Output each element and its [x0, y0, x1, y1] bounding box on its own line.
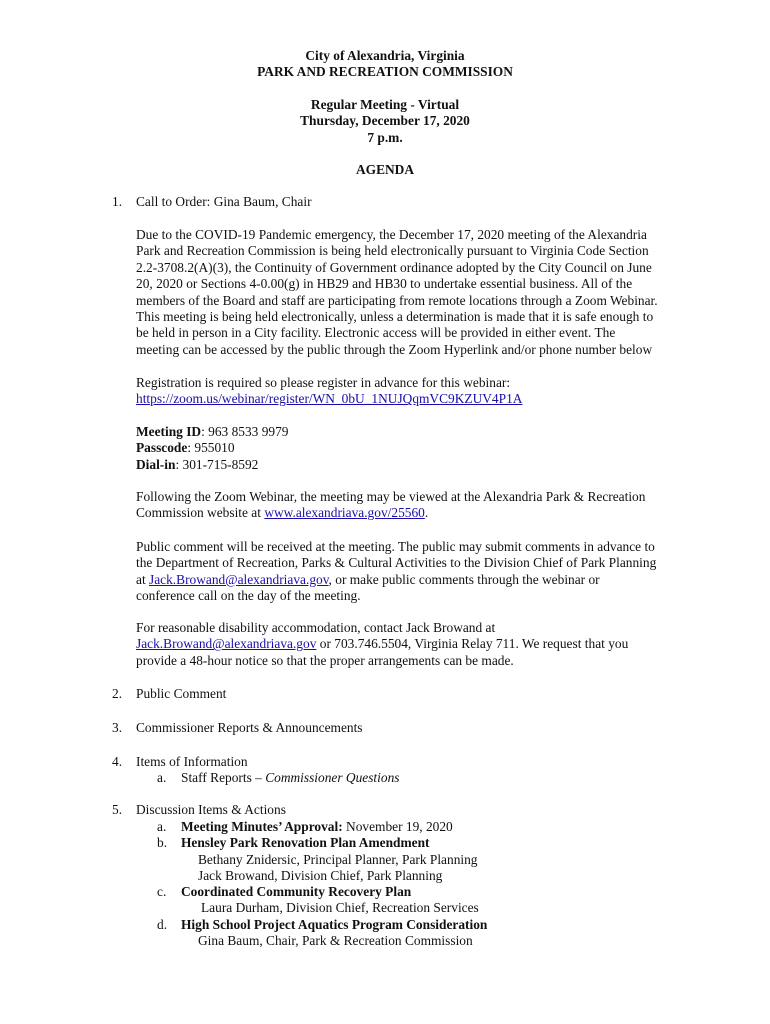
- disability-line: For reasonable disability accommodation, contact Jack Browand at: [136, 620, 496, 635]
- agenda-heading: AGENDA: [355, 161, 415, 177]
- public-line: conference call on the day of the meeting.: [136, 588, 361, 604]
- city-title: City of Alexandria, Virginia: [305, 48, 465, 63]
- sub-italic: Commissioner Questions: [265, 770, 400, 785]
- item-title: Discussion Items & Actions: [136, 802, 286, 817]
- sub-letter: a.: [157, 770, 167, 785]
- disability-paragraph: [136, 620, 692, 669]
- item-5c: [157, 884, 411, 900]
- sub-bold: Coordinated Community Recovery Plan: [181, 884, 412, 899]
- meeting-time: 7 p.m.: [367, 129, 403, 145]
- email-link[interactable]: Jack.Browand@alexandriava.gov: [149, 571, 329, 587]
- item-number: 3.: [112, 720, 123, 735]
- following-line: [136, 505, 692, 521]
- disability-email-link[interactable]: Jack.Browand@alexandriava.gov: [136, 636, 317, 652]
- item-number: 2.: [112, 686, 123, 701]
- zoom-registration-link[interactable]: https://zoom.us/webinar/register/WN_0bU_1NUJQqmVC9KZUV4P1A: [136, 391, 523, 407]
- public-text: , or make public comments through the webinar or: [328, 571, 600, 587]
- covid-line: Park and Recreation Commission is being held electronically pursuant to Virginia Code Section: [136, 243, 649, 259]
- covid-line: Due to the COVID-19 Pandemic emergency, the December 17, 2020 meeting of the Alexandria: [136, 227, 647, 242]
- covid-notice-paragraph: [136, 227, 692, 358]
- meeting-id-line: [136, 424, 692, 440]
- document-header: [0, 48, 770, 178]
- item-number: 5.: [112, 802, 123, 817]
- presenter-line: Jack Browand, Division Chief, Park Planning: [198, 868, 443, 883]
- item-title: Items of Information: [136, 754, 248, 769]
- covid-line: 2.2-3708.2(A)(3), the Continuity of Government ordinance adopted by the City Council on June: [136, 259, 652, 275]
- disability-line: [136, 636, 692, 652]
- presenter-line: Bethany Znidersic, Principal Planner, Park Planning: [198, 852, 478, 867]
- commission-website-link[interactable]: www.alexandriava.gov/25560: [264, 505, 425, 521]
- webinar-viewing-paragraph: [136, 489, 692, 522]
- item-5a: [157, 819, 453, 835]
- public-line: the Department of Recreation, Parks & Cultural Activities to the Division Chief of Park Planning: [136, 555, 657, 571]
- meeting-id-value: : 963 8533 9979: [201, 424, 289, 439]
- item-5d: [157, 917, 487, 933]
- presenter-line: Gina Baum, Chair, Park & Recreation Commission: [198, 933, 473, 948]
- item-title: Public Comment: [136, 686, 227, 701]
- dialin-line: [136, 457, 692, 473]
- passcode-value: : 955010: [187, 440, 235, 456]
- item-title: Commissioner Reports & Announcements: [136, 720, 363, 735]
- passcode-label: Passcode: [136, 440, 188, 456]
- sub-letter: a.: [157, 819, 167, 834]
- sub-bold: Hensley Park Renovation Plan Amendment: [181, 835, 430, 850]
- sub-text: Staff Reports –: [181, 770, 266, 785]
- covid-line: be held in person in a City facility. Electronic access will be provided in either event. The: [136, 325, 616, 341]
- sub-letter: c.: [157, 884, 167, 899]
- following-text: Commission website at: [136, 505, 265, 521]
- sub-letter: b.: [157, 835, 168, 850]
- covid-line: This meeting is being held electronically, unless a determination is made that it is safe enough to: [136, 309, 654, 325]
- disability-line: provide a 48-hour notice so that the proper arrangements can be made.: [136, 652, 514, 668]
- sub-letter: d.: [157, 917, 168, 932]
- meeting-type: Regular Meeting - Virtual: [310, 96, 460, 112]
- item-4a: [157, 770, 399, 786]
- sub-bold: Meeting Minutes’ Approval:: [181, 819, 343, 834]
- covid-line: members of the Board and staff are participating from remote locations through a Zoom Webinar.: [136, 292, 658, 308]
- dialin-value: : 301-715-8592: [175, 456, 259, 472]
- registration-paragraph: [136, 375, 692, 408]
- sub-bold: High School Project Aquatics Program Consideration: [181, 917, 488, 932]
- public-text: at: [136, 571, 150, 587]
- passcode-line: [136, 440, 692, 456]
- covid-line: meeting can be accessed by the public through the Zoom Hyperlink and/or phone number below: [136, 341, 653, 357]
- following-line: Following the Zoom Webinar, the meeting may be viewed at the Alexandria Park & Recreation: [136, 489, 646, 504]
- item-5b: [157, 835, 429, 851]
- item-number: 1.: [112, 194, 123, 209]
- presenter-line: Laura Durham, Division Chief, Recreation Services: [201, 900, 479, 915]
- public-comment-paragraph: [136, 539, 692, 605]
- item-number: 4.: [112, 754, 123, 769]
- meeting-id-label: Meeting ID: [136, 424, 202, 439]
- following-period: .: [424, 505, 429, 521]
- dialin-label: Dial-in: [136, 456, 176, 472]
- public-line: [136, 572, 692, 588]
- covid-line: 20, 2020 or Sections 4-0.00(g) in HB29 and HB30 to undertake essential business. All of the: [136, 276, 633, 292]
- public-line: Public comment will be received at the meeting. The public may submit comments in advance to: [136, 539, 655, 554]
- meeting-date: Thursday, December 17, 2020: [300, 113, 470, 129]
- commission-title: PARK AND RECREATION COMMISSION: [257, 64, 513, 80]
- sub-text: November 19, 2020: [342, 819, 453, 834]
- registration-text: Registration is required so please register in advance for this webinar:: [136, 375, 511, 390]
- disability-text: or 703.746.5504, Virginia Relay 711. We request that you: [316, 636, 629, 652]
- meeting-credentials: [136, 424, 692, 473]
- item-title: Call to Order: Gina Baum, Chair: [136, 194, 312, 209]
